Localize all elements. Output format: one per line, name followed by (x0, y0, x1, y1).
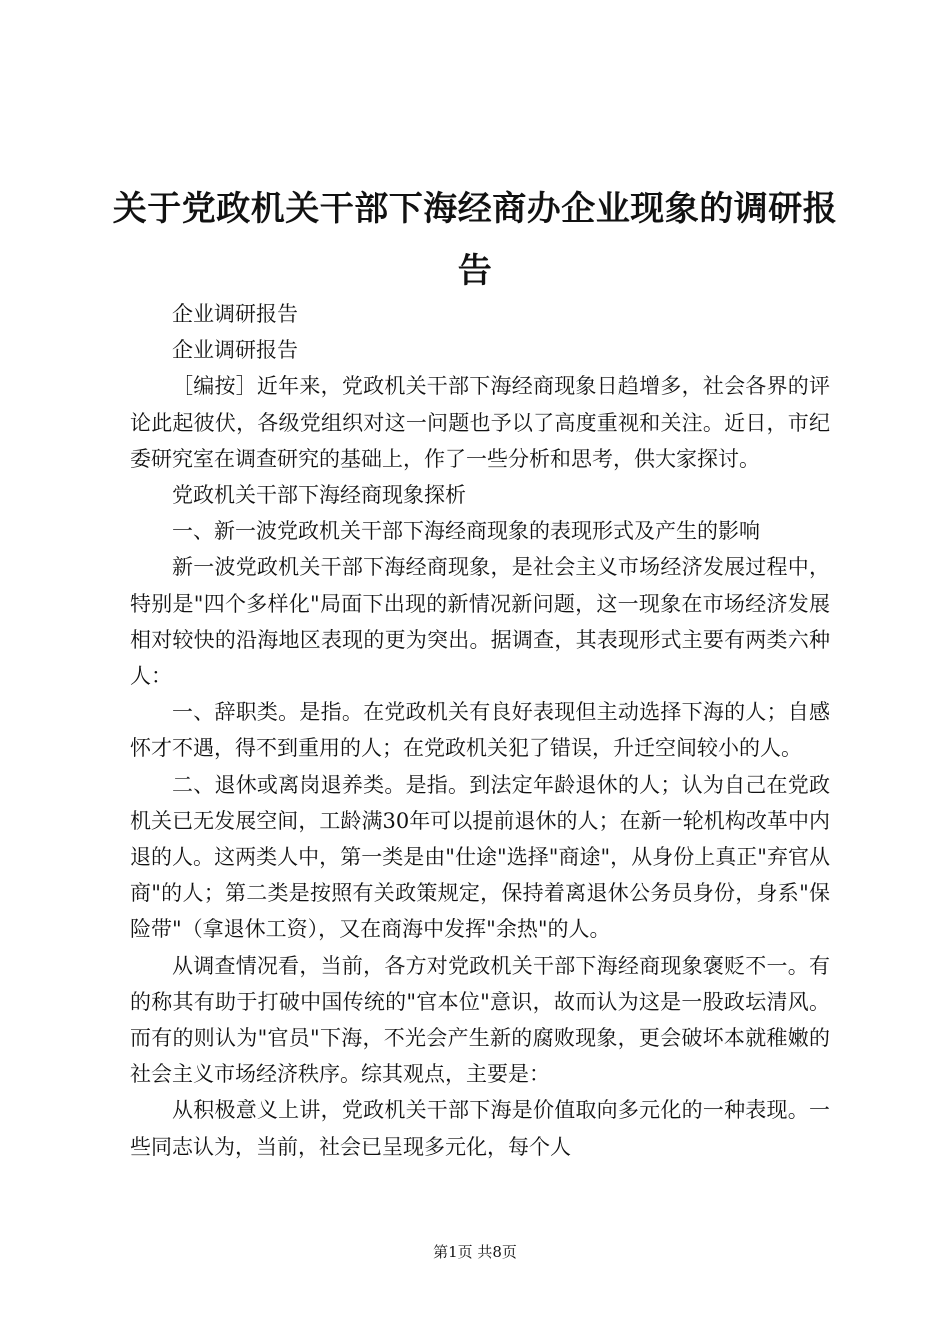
page-footer: 第1页 共8页 (433, 1243, 517, 1261)
paragraph: ［编按］近年来，党政机关干部下海经商现象日趋增多，社会各界的评论此起彼伏，各级党组织对这一问题也予以了高度重视和关注。近日，市纪委研究室在调查研究的基础上，作了一些分析和思考，供大家探讨。 (130, 374, 830, 471)
paragraph: 从积极意义上讲，党政机关干部下海是价值取向多元化的一种表现。一些同志认为，当前，社会已呈现多元化，每个人 (130, 1098, 830, 1159)
document-title: 关于党政机关干部下海经商办企业现象的调研报告 (112, 189, 838, 291)
paragraph: 一、辞职类。是指。在党政机关有良好表现但主动选择下海的人；自感怀才不遇，得不到重用的人；在党政机关犯了错误，升迁空间较小的人。 (130, 700, 830, 761)
paragraph: 从调查情况看，当前，各方对党政机关干部下海经商现象褒贬不一。有的称其有助于打破中国传统的"官本位"意识，故而认为这是一股政坛清风。而有的则认为"官员"下海，不光会产生新的腐败现象，更会破坏本就稚嫩的社会主义市场经济秩序。综其观点，主要是： (130, 953, 830, 1087)
paragraph: 新一波党政机关干部下海经商现象，是社会主义市场经济发展过程中，特别是"四个多样化"局面下出现的新情况新问题，这一现象在市场经济发展相对较快的沿海地区表现的更为突出。据调查，其表现形式主要有两类六种人： (130, 555, 830, 689)
paragraph: 一、新一波党政机关干部下海经商现象的表现形式及产生的影响 (172, 519, 760, 544)
paragraph: 企业调研报告 (172, 302, 298, 326)
paragraph: 企业调研报告 (172, 338, 298, 363)
paragraph: 二、退休或离岗退养类。是指。到法定年龄退休的人；认为自己在党政机关已无发展空间，工龄满30年可以提前退休的人；在新一轮机构改革中内退的人。这两类人中，第一类是由"仕途"选择"商途"，从身份上真正"弃官从商"的人；第二类是按照有关政策规定，保持着离退休公务员身份，身系"保险带"（拿退休工资），又在商海中发挥"余热"的人。 (130, 772, 830, 942)
document-body (130, 296, 830, 1165)
paragraph: 党政机关干部下海经商现象探析 (172, 483, 466, 508)
